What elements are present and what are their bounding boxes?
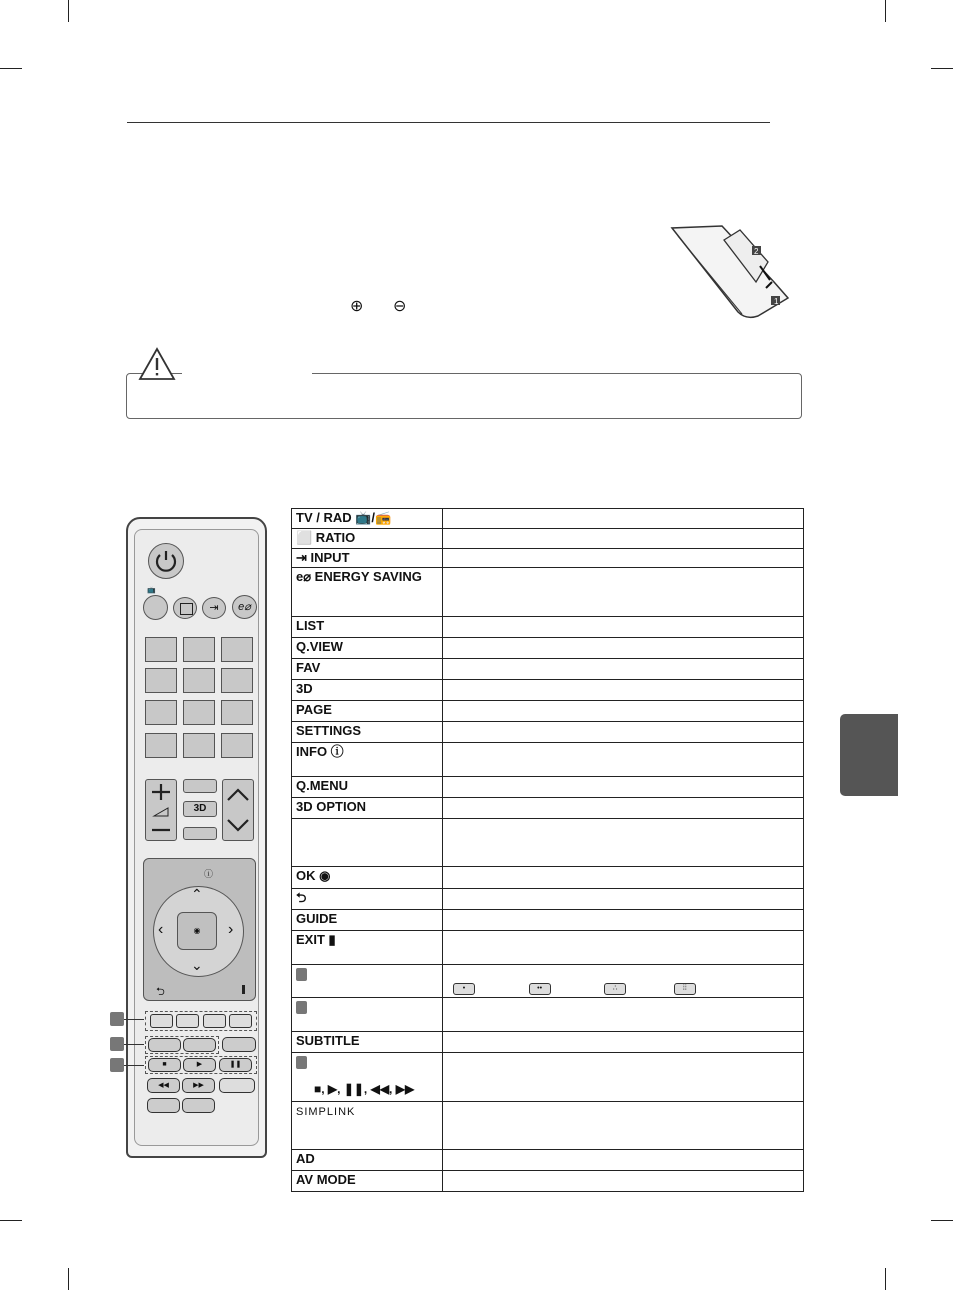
desc-cell (443, 701, 804, 722)
table-row (292, 965, 804, 998)
key-cell: 3D OPTION (292, 798, 443, 819)
caution-box (126, 373, 802, 419)
number-button (183, 733, 215, 758)
key-cell: Q.VIEW (292, 638, 443, 659)
crop-mark (885, 1268, 886, 1290)
energy-saving-label: e⌀ (238, 601, 251, 613)
table-row (292, 889, 804, 910)
crop-mark (0, 1220, 22, 1221)
table-row (292, 568, 804, 617)
desc-cell (443, 1171, 804, 1192)
table-row (292, 1032, 804, 1053)
arrow-left-icon: ‹ (158, 921, 164, 938)
desc-cell (443, 680, 804, 701)
key-cell: SUBTITLE (292, 1032, 443, 1053)
crop-mark (0, 68, 22, 69)
ok-button: ◉ (177, 912, 217, 950)
remote-face (134, 529, 259, 1146)
callout-3 (110, 1058, 124, 1072)
ratio-button (173, 597, 197, 619)
desc-cell (443, 1053, 804, 1102)
key-cell: FAV (292, 659, 443, 680)
arrow-up-icon: ⌃ (191, 886, 203, 902)
rewind-button: ◀◀ (147, 1078, 180, 1093)
red-button (150, 1014, 173, 1028)
volume-rocker (145, 779, 177, 841)
callout-line (124, 1065, 144, 1066)
power-button (148, 543, 184, 579)
stop-button: ■ (148, 1058, 181, 1072)
table-row (292, 798, 804, 819)
desc-cell (443, 819, 804, 867)
plus-icon: ⊕ (350, 298, 364, 315)
table-row (292, 998, 804, 1032)
desc-cell (443, 568, 804, 617)
desc-cell (443, 509, 804, 529)
desc-cell (443, 867, 804, 889)
desc-cell (443, 638, 804, 659)
key-cell (292, 819, 443, 867)
tv-rad-button (143, 595, 168, 620)
number-button (145, 733, 177, 758)
number-button (221, 668, 253, 693)
number-button (183, 637, 215, 662)
red-key-icon: • (453, 983, 475, 995)
callout-3-marker (296, 1056, 307, 1069)
desc-cell (443, 659, 804, 680)
remote-control-illustration (126, 517, 267, 1158)
input-button: ⇥ (202, 597, 226, 619)
callout-line (124, 1019, 144, 1020)
teletext-buttons-group (145, 1036, 219, 1054)
blue-button (229, 1014, 252, 1028)
crop-mark (931, 68, 953, 69)
number-button (145, 700, 177, 725)
table-row (292, 1053, 804, 1102)
desc-cell (443, 910, 804, 931)
desc-cell (443, 798, 804, 819)
callout-1 (110, 1012, 124, 1026)
callout-line (124, 1044, 144, 1045)
desc-cell (443, 998, 804, 1032)
3d-label: 3D (193, 803, 207, 814)
key-function-table (291, 508, 804, 1192)
crop-mark (931, 1220, 953, 1221)
yellow-key-icon: ∴ (604, 983, 626, 995)
key-cell: OK ◉ (292, 867, 443, 889)
3d-button (183, 801, 217, 817)
number-button (221, 700, 253, 725)
key-cell: TV / RAD 📺/📻 (292, 509, 443, 529)
navigation-pad (143, 858, 256, 1001)
key-cell (292, 1102, 443, 1150)
subtitle-button (222, 1037, 256, 1052)
table-row (292, 617, 804, 638)
simplink-button (219, 1078, 255, 1093)
number-button (145, 668, 177, 693)
arrow-down-icon: ⌄ (191, 957, 203, 973)
key-cell: ⬜ RATIO (292, 529, 443, 549)
table-row (292, 1102, 804, 1150)
key-cell: EXIT ▮ (292, 931, 443, 965)
key-cell: 3D (292, 680, 443, 701)
key-cell (292, 1053, 443, 1102)
key-cell: SETTINGS (292, 722, 443, 743)
minus-icon: ⊖ (393, 298, 407, 315)
exit-icon (242, 985, 245, 994)
green-button (176, 1014, 199, 1028)
desc-cell (443, 529, 804, 549)
table-row (292, 1150, 804, 1171)
step-1-label: 1 (774, 297, 779, 306)
play-button: ▶ (183, 1058, 216, 1072)
number-button (183, 700, 215, 725)
table-row (292, 638, 804, 659)
table-row (292, 701, 804, 722)
table-row (292, 722, 804, 743)
desc-cell (443, 743, 804, 777)
number-button (221, 637, 253, 662)
back-icon: ⮌ (156, 986, 165, 998)
callout-2 (110, 1037, 124, 1051)
header-rule (127, 122, 770, 123)
playback-symbols: ■, ▶, ❚❚, ◀◀, ▶▶ (314, 1082, 415, 1096)
table-row (292, 509, 804, 529)
table-row (292, 549, 804, 568)
desc-cell (443, 889, 804, 910)
key-cell: e⌀ ENERGY SAVING (292, 568, 443, 617)
blue-key-icon: ⁞⁞ (674, 983, 696, 995)
crop-mark (885, 0, 886, 22)
desc-cell (443, 722, 804, 743)
key-cell (292, 965, 443, 998)
desc-cell (443, 617, 804, 638)
tv-rad-icon: 📺 (147, 587, 156, 594)
section-tab (840, 714, 898, 796)
table-row (292, 680, 804, 701)
yellow-button (203, 1014, 226, 1028)
key-cell: AD (292, 1150, 443, 1171)
simplink-logo: SIMPLINK (296, 1106, 356, 1118)
battery-cover-illustration (668, 222, 808, 322)
crop-mark (68, 0, 69, 22)
arrow-right-icon: › (228, 921, 234, 938)
t-opt-button (183, 1038, 216, 1052)
info-icon: ⓘ (204, 869, 214, 879)
key-cell: ⮌ (292, 889, 443, 910)
table-row (292, 819, 804, 867)
desc-cell (443, 777, 804, 798)
callout-1-marker (296, 968, 307, 981)
playback-buttons-group (145, 1056, 257, 1074)
crop-mark (68, 1268, 69, 1290)
desc-cell (443, 965, 804, 998)
desc-cell (443, 1102, 804, 1150)
table-row (292, 867, 804, 889)
key-cell (292, 998, 443, 1032)
text-button (148, 1038, 181, 1052)
number-button (221, 733, 253, 758)
number-button (183, 668, 215, 693)
table-row (292, 910, 804, 931)
desc-cell (443, 1032, 804, 1053)
key-cell: LIST (292, 617, 443, 638)
table-row (292, 777, 804, 798)
page-rocker (222, 779, 254, 841)
mute-button (183, 827, 217, 840)
step-2-label: 2 (754, 247, 759, 256)
energy-saving-button (232, 595, 257, 619)
table-row (292, 931, 804, 965)
table-row (292, 659, 804, 680)
table-row (292, 743, 804, 777)
key-cell: PAGE (292, 701, 443, 722)
fast-forward-button: ▶▶ (182, 1078, 215, 1093)
pause-button: ❚❚ (219, 1058, 252, 1072)
table-row (292, 1171, 804, 1192)
key-cell: GUIDE (292, 910, 443, 931)
number-button (145, 637, 177, 662)
desc-cell (443, 931, 804, 965)
callout-2-marker (296, 1001, 307, 1014)
green-key-icon: •• (529, 983, 551, 995)
key-cell: Q.MENU (292, 777, 443, 798)
desc-cell (443, 549, 804, 568)
ad-button (147, 1098, 180, 1113)
caution-gap (182, 368, 312, 378)
av-mode-button (182, 1098, 215, 1113)
desc-cell (443, 1150, 804, 1171)
key-cell: INFO ⓘ (292, 743, 443, 777)
warning-triangle-icon (138, 347, 176, 381)
key-cell: ⇥ INPUT (292, 549, 443, 568)
table-row (292, 529, 804, 549)
key-cell: AV MODE (292, 1171, 443, 1192)
color-buttons-group (145, 1011, 257, 1031)
fav-button (183, 779, 217, 793)
